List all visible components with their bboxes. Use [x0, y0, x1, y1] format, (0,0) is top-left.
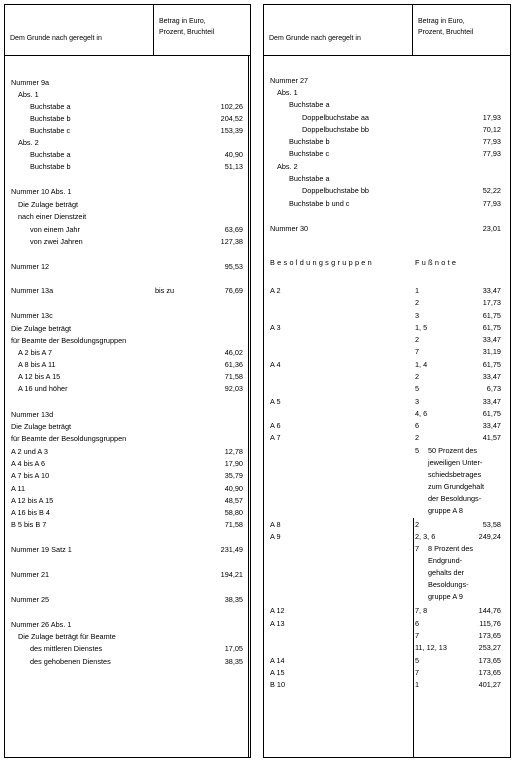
row-amount: 249,24 — [478, 532, 501, 541]
row-label: Buchstabe c — [30, 126, 71, 135]
row-label: Nummer 19 Satz 1 — [11, 545, 72, 554]
footnote-text: gehalts der — [428, 568, 465, 577]
row-amount: 63,69 — [224, 225, 243, 234]
table-row — [5, 236, 250, 247]
table-row — [5, 161, 250, 172]
group-row — [264, 655, 510, 666]
footnote-text: Besoldungs- — [428, 580, 469, 589]
row-label: des gehobenen Dienstes — [30, 657, 111, 666]
table-row — [5, 421, 250, 432]
table-row — [5, 507, 250, 518]
table-row — [5, 619, 250, 630]
row-label: Die Zulage beträgt — [11, 422, 72, 431]
table-row — [5, 186, 250, 197]
footnote-text: schiedsbetrages — [428, 470, 482, 479]
footnote-text: gruppe A 8 — [428, 506, 463, 515]
row-label: A 2 und A 3 — [11, 447, 48, 456]
footnote-text-line — [264, 555, 510, 566]
row-amount: 173,65 — [478, 656, 501, 665]
table-row — [264, 87, 510, 98]
row-amount: 38,35 — [224, 595, 243, 604]
table-row — [5, 101, 250, 112]
group-row — [264, 322, 510, 333]
table-row — [264, 198, 510, 209]
table-row — [5, 224, 250, 235]
table-row — [264, 173, 510, 184]
table-row — [5, 310, 250, 321]
table-row — [5, 211, 250, 222]
row-amount: 144,76 — [478, 606, 501, 615]
row-group: A 8 — [270, 520, 281, 529]
row-label: Buchstabe c — [289, 149, 330, 158]
row-label: A 4 bis A 6 — [11, 459, 46, 468]
row-amount: 71,58 — [224, 372, 243, 381]
row-amount: 92,03 — [224, 384, 243, 393]
row-label: Nummer 25 — [11, 595, 50, 604]
row-footnote: 4, 6 — [415, 409, 428, 418]
row-label: Buchstabe b — [30, 114, 71, 123]
row-footnote: 1, 5 — [415, 323, 428, 332]
column-header-amount-2: Prozent, Bruchteil — [159, 29, 215, 36]
footnote-text-line — [264, 469, 510, 480]
row-label: Buchstabe b — [30, 162, 71, 171]
table-row — [5, 359, 250, 370]
table-row — [264, 161, 510, 172]
row-group: A 3 — [270, 323, 281, 332]
row-label: A 8 bis A 11 — [18, 360, 56, 369]
right-table — [263, 4, 511, 758]
footnote-text: der Besoldungs- — [428, 494, 482, 503]
row-amount: 17,93 — [482, 113, 501, 122]
header-divider — [153, 5, 154, 55]
row-amount: 35,79 — [224, 471, 243, 480]
row-amount: 17,05 — [224, 644, 243, 653]
right-table-header — [264, 5, 510, 56]
table-row — [5, 199, 250, 210]
footnote-text: 8 Prozent des — [428, 544, 474, 553]
row-footnote: 2 — [415, 433, 420, 442]
row-group: A 14 — [270, 656, 285, 665]
table-row — [5, 631, 250, 642]
column-header-besoldungsgruppen: Besoldungsgruppen — [270, 258, 375, 267]
group-row — [264, 420, 510, 431]
row-group: A 15 — [270, 668, 285, 677]
row-amount: 76,69 — [224, 286, 243, 295]
row-label: Nummer 10 Abs. 1 — [11, 187, 72, 196]
row-label: Die Zulage beträgt — [11, 324, 72, 333]
row-amount: 61,75 — [482, 323, 501, 332]
table-row — [264, 136, 510, 147]
row-label: Doppelbuchstabe bb — [302, 125, 369, 134]
footnote-text-line — [264, 505, 510, 516]
row-amount: 115,76 — [479, 619, 501, 628]
row-amount: 48,57 — [224, 496, 243, 505]
table-row — [5, 371, 250, 382]
footnote-text-line — [264, 445, 510, 456]
row-label: Nummer 13c — [11, 311, 53, 320]
row-footnote: 5 — [415, 446, 420, 455]
row-label: des mittleren Dienstes — [30, 644, 103, 653]
row-amount: 46,02 — [224, 348, 243, 357]
row-amount: 61,75 — [482, 360, 501, 369]
row-amount: 23,01 — [482, 224, 501, 233]
row-label: A 2 bis A 7 — [18, 348, 53, 357]
table-row — [5, 335, 250, 346]
row-label: Buchstabe b und c — [289, 199, 350, 208]
group-row — [264, 346, 510, 357]
row-amount: 71,58 — [224, 520, 243, 529]
row-label: Nummer 30 — [270, 224, 309, 233]
row-amount: 102,26 — [220, 102, 243, 111]
row-label: A 11 — [11, 484, 26, 493]
row-amount: 95,53 — [224, 262, 243, 271]
row-label: von zwei Jahren — [30, 237, 83, 246]
row-qualifier: bis zu — [155, 286, 175, 295]
row-amount: 31,19 — [482, 347, 501, 356]
table-row — [5, 113, 250, 124]
row-label: A 16 und höher — [18, 384, 68, 393]
table-row — [264, 75, 510, 86]
row-group: A 12 — [270, 606, 285, 615]
row-amount: 40,90 — [224, 484, 243, 493]
left-table — [4, 4, 251, 758]
row-amount: 6,73 — [486, 384, 501, 393]
table-row — [5, 656, 250, 667]
group-row — [264, 618, 510, 629]
row-footnote: 11, 12, 13 — [415, 643, 447, 652]
row-amount: 33,47 — [482, 372, 501, 381]
row-label: Buchstabe b — [289, 137, 330, 146]
footnote-text: zum Grundgehalt — [428, 482, 484, 491]
footnote-text: 50 Prozent des — [428, 446, 478, 455]
row-amount: 77,93 — [482, 199, 501, 208]
row-footnote: 1 — [415, 680, 420, 689]
row-footnote: 6 — [415, 619, 420, 628]
group-row — [264, 679, 510, 690]
footnote-text: Endgrund- — [428, 556, 463, 565]
column-header-amount-2: Prozent, Bruchteil — [418, 29, 474, 36]
row-footnote: 2, 3, 6 — [415, 532, 436, 541]
table-row — [264, 185, 510, 196]
column-header-basis: Dem Grunde nach geregelt in — [269, 35, 361, 42]
group-row — [264, 334, 510, 345]
table-row — [5, 347, 250, 358]
row-amount: 53,58 — [482, 520, 501, 529]
footnote-text-line — [264, 567, 510, 578]
column-header-amount: Betrag in Euro, — [418, 18, 465, 25]
row-label: Buchstabe a — [30, 102, 71, 111]
table-row — [264, 124, 510, 135]
row-label: Buchstabe a — [289, 100, 330, 109]
row-label: Nummer 21 — [11, 570, 50, 579]
row-footnote: 2 — [415, 520, 420, 529]
group-row — [264, 605, 510, 616]
row-label: Abs. 2 — [277, 162, 298, 171]
footnote-text-line — [264, 457, 510, 468]
footnote-text-line — [264, 543, 510, 554]
table-row — [5, 544, 250, 555]
row-amount: 40,90 — [224, 150, 243, 159]
table-row — [5, 323, 250, 334]
row-label: Nummer 27 — [270, 76, 309, 85]
row-footnote: 1, 4 — [415, 360, 428, 369]
row-amount: 194,21 — [220, 570, 243, 579]
table-row — [5, 77, 250, 88]
group-row — [264, 383, 510, 394]
row-amount: 33,47 — [482, 286, 501, 295]
row-label: für Beamte der Besoldungsgruppen — [11, 434, 127, 443]
table-subheader — [264, 257, 510, 268]
table-row — [5, 261, 250, 272]
row-group: A 6 — [270, 421, 281, 430]
table-row — [264, 112, 510, 123]
group-row — [264, 396, 510, 407]
row-amount: 33,47 — [482, 335, 501, 344]
table-row — [5, 285, 250, 296]
group-row — [264, 630, 510, 641]
row-footnote: 2 — [415, 298, 420, 307]
row-amount: 70,12 — [482, 125, 501, 134]
table-row — [5, 89, 250, 100]
row-footnote: 3 — [415, 311, 420, 320]
footnote-text-line — [264, 579, 510, 590]
table-row — [5, 470, 250, 481]
row-group: A 13 — [270, 619, 285, 628]
row-amount: 33,47 — [482, 397, 501, 406]
row-amount: 61,75 — [482, 409, 501, 418]
row-label: von einem Jahr — [30, 225, 80, 234]
row-amount: 58,80 — [224, 508, 243, 517]
row-footnote: 7 — [415, 544, 420, 553]
left-table-header — [5, 5, 250, 56]
row-label: Die Zulage beträgt für Beamte — [18, 632, 116, 641]
table-row — [5, 458, 250, 469]
row-label: A 16 bis B 4 — [11, 508, 50, 517]
table-row — [5, 569, 250, 580]
column-header-amount: Betrag in Euro, — [159, 18, 206, 25]
row-label: Doppelbuchstabe bb — [302, 186, 369, 195]
row-label: A 12 bis A 15 — [11, 496, 54, 505]
row-group: A 7 — [270, 433, 281, 442]
row-label: Abs. 1 — [18, 90, 39, 99]
header-divider — [412, 5, 413, 55]
table-row — [5, 446, 250, 457]
row-amount: 61,36 — [224, 360, 243, 369]
row-footnote: 2 — [415, 372, 420, 381]
group-row — [264, 359, 510, 370]
table-row — [264, 99, 510, 110]
table-row — [264, 148, 510, 159]
footnote-text-line — [264, 493, 510, 504]
row-amount: 173,65 — [478, 668, 501, 677]
group-row — [264, 285, 510, 296]
group-row — [264, 408, 510, 419]
row-label: Buchstabe a — [30, 150, 71, 159]
table-row — [5, 383, 250, 394]
row-amount: 52,22 — [482, 186, 501, 195]
row-label: für Beamte der Besoldungsgruppen — [11, 336, 127, 345]
row-group: A 5 — [270, 397, 281, 406]
row-amount: 401,27 — [478, 680, 501, 689]
row-amount: 17,90 — [224, 459, 243, 468]
row-amount: 12,78 — [224, 447, 243, 456]
footnote-text: jeweiligen Unter- — [428, 458, 483, 467]
row-label: Buchstabe a — [289, 174, 330, 183]
row-label: Nummer 9a — [11, 78, 50, 87]
table-row — [5, 594, 250, 605]
row-amount: 77,93 — [482, 137, 501, 146]
footnote-text-line — [264, 591, 510, 602]
row-amount: 77,93 — [482, 149, 501, 158]
row-footnote: 3 — [415, 397, 420, 406]
row-amount: 41,57 — [482, 433, 501, 442]
row-label: A 12 bis A 15 — [18, 372, 61, 381]
group-row — [264, 310, 510, 321]
row-footnote: 5 — [415, 656, 420, 665]
table-row — [5, 149, 250, 160]
row-amount: 127,38 — [220, 237, 243, 246]
group-row — [264, 667, 510, 678]
row-amount: 253,27 — [478, 643, 501, 652]
footnote-text-line — [264, 481, 510, 492]
row-footnote: 1 — [415, 286, 420, 295]
row-group: B 10 — [270, 680, 286, 689]
row-amount: 173,65 — [478, 631, 501, 640]
row-amount: 231,49 — [220, 545, 243, 554]
row-footnote: 7 — [415, 668, 420, 677]
row-amount: 61,75 — [482, 311, 501, 320]
row-label: Abs. 1 — [277, 88, 298, 97]
group-row — [264, 519, 510, 530]
row-footnote: 5 — [415, 384, 420, 393]
row-label: B 5 bis B 7 — [11, 520, 47, 529]
row-label: nach einer Dienstzeit — [18, 212, 87, 221]
row-label: Nummer 12 — [11, 262, 50, 271]
row-amount: 204,52 — [220, 114, 243, 123]
row-label: Doppelbuchstabe aa — [302, 113, 369, 122]
row-amount: 51,13 — [224, 162, 243, 171]
row-footnote: 7 — [415, 347, 420, 356]
group-row — [264, 531, 510, 542]
table-row — [5, 433, 250, 444]
row-amount: 17,73 — [482, 298, 501, 307]
table-row — [5, 483, 250, 494]
row-label: Nummer 13a — [11, 286, 54, 295]
table-row — [5, 495, 250, 506]
row-footnote: 2 — [415, 335, 420, 344]
row-label: Die Zulage beträgt — [18, 200, 79, 209]
row-amount: 33,47 — [482, 421, 501, 430]
row-group: A 4 — [270, 360, 281, 369]
row-label: Abs. 2 — [18, 138, 39, 147]
table-row — [5, 519, 250, 530]
row-footnote: 6 — [415, 421, 420, 430]
row-label: Nummer 13d — [11, 410, 54, 419]
table-row — [5, 643, 250, 654]
column-header-basis: Dem Grunde nach geregelt in — [10, 35, 102, 42]
row-label: Nummer 26 Abs. 1 — [11, 620, 72, 629]
row-group: A 9 — [270, 532, 281, 541]
column-header-fussnote: Fußnote — [415, 258, 459, 267]
table-row — [5, 125, 250, 136]
row-footnote: 7 — [415, 631, 420, 640]
row-footnote: 7, 8 — [415, 606, 428, 615]
table-row — [5, 409, 250, 420]
group-row — [264, 297, 510, 308]
footnote-text: gruppe A 9 — [428, 592, 463, 601]
group-row — [264, 642, 510, 653]
row-label: A 7 bis A 10 — [11, 471, 50, 480]
table-row — [5, 137, 250, 148]
row-group: A 2 — [270, 286, 281, 295]
row-amount: 153,39 — [220, 126, 243, 135]
group-row — [264, 371, 510, 382]
table-row — [264, 223, 510, 234]
group-row — [264, 432, 510, 443]
row-amount: 38,35 — [224, 657, 243, 666]
